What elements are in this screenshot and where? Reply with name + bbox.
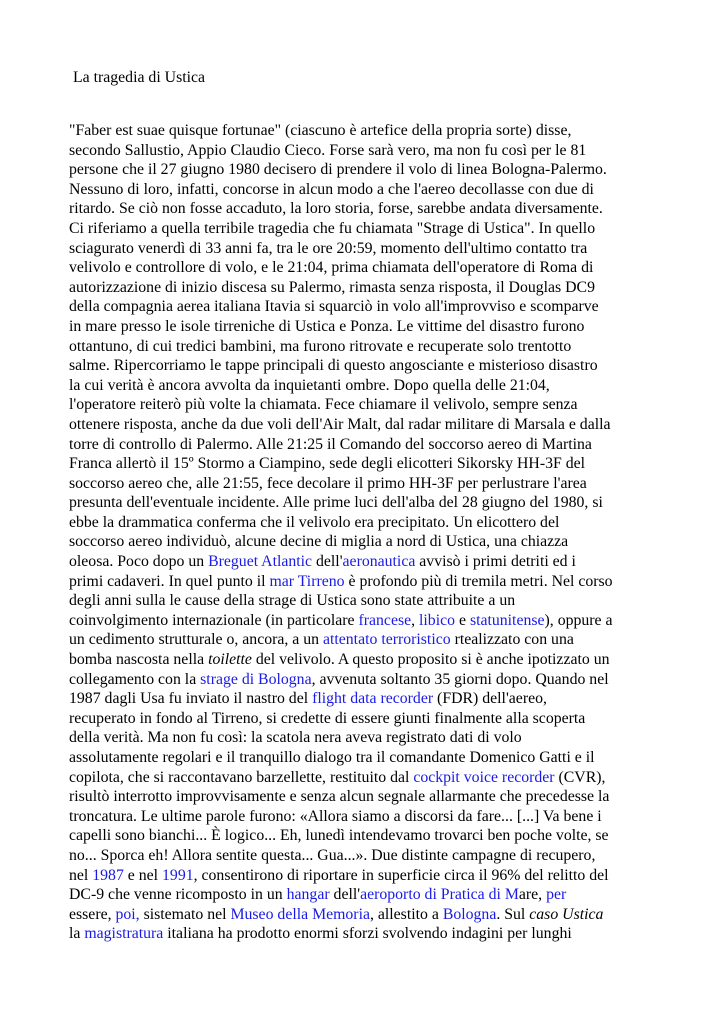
- text-segment: Ci riferiamo a quella terribile tragedia che fu chiamata "Strage di Ustica". In quello: [69, 219, 596, 237]
- hyperlink[interactable]: magistratura: [84, 925, 164, 943]
- text-line: [69, 787, 709, 807]
- text-segment: Franca allertò il 15º Stormo a Ciampino, sede degli elicotteri Sikorsky HH-3F del: [69, 455, 586, 473]
- text-line: [69, 474, 709, 494]
- document-title: La tragedia di Ustica: [73, 69, 206, 86]
- text-segment: autorizzazione di inizio discesa su Palermo, rimasta senza risposta, il Douglas DC9: [69, 278, 595, 296]
- text-segment: ebbe la drammatica conferma che il velivolo era precipitato. Un elicottero del: [69, 513, 560, 531]
- text-segment: salme. Ripercorriamo le tappe principali di questo angosciante e misterioso disastro: [69, 357, 598, 375]
- text-line: [69, 395, 709, 415]
- text-segment: bomba nascosta nella: [69, 651, 209, 669]
- italic-text: toilette: [208, 651, 252, 669]
- text-line: [69, 337, 709, 357]
- text-segment: soccorso aereo che, alle 21:55, fece decolare il primo HH-3F per perlustrare l'area: [69, 474, 587, 492]
- text-line: [69, 532, 709, 552]
- text-line: [69, 826, 709, 846]
- hyperlink[interactable]: statunitense: [469, 611, 545, 629]
- text-segment: della compagnia aerea italiana Itavia si squarciò in volo all'improvviso e scomparve: [69, 298, 599, 316]
- text-segment: , allestito a: [369, 905, 443, 923]
- text-line: [69, 630, 709, 650]
- text-segment: e: [455, 611, 470, 629]
- text-segment: oleosa. Poco dopo un: [69, 553, 209, 571]
- text-segment: ottantuno, di cui tredici bambini, ma furono ritrovate e recuperate solo trentotto: [69, 337, 572, 355]
- hyperlink[interactable]: flight data recorder: [312, 690, 434, 708]
- text-segment: (FDR) dell'aereo,: [433, 690, 547, 708]
- hyperlink[interactable]: mar Tirreno: [269, 572, 345, 590]
- hyperlink[interactable]: strage di Bologna: [200, 670, 312, 688]
- article-body: [69, 121, 709, 944]
- hyperlink[interactable]: poi,: [115, 905, 140, 923]
- text-segment: assolutamente regolari e il tranquillo dialogo tra il comandante Domenico Gatti e il: [69, 749, 595, 766]
- text-line: [69, 278, 709, 298]
- text-segment: (CVR),: [554, 768, 606, 786]
- text-segment: ,: [411, 611, 420, 629]
- text-segment: recuperato in fondo al Tirreno, si credette di essere giunti finalmente alla scoperta: [69, 709, 586, 727]
- italic-text: caso Ustica: [529, 905, 604, 923]
- text-segment: italiana ha prodotto enormi sforzi svolvendo indagini per lunghi: [163, 925, 572, 943]
- text-segment: DC-9 che venne ricomposto in un: [69, 886, 287, 904]
- text-line: [69, 866, 709, 886]
- text-line: [69, 552, 709, 572]
- hyperlink[interactable]: Bologna: [442, 905, 497, 923]
- text-segment: del velivolo. A questo proposito si è anche ipotizzato un: [251, 651, 610, 669]
- text-segment: della verità. Ma non fu così: la scatola nera aveva registrato dati di volo: [69, 729, 522, 747]
- text-segment: no... Sporca eh! Allora sentite questa... Gua...». Due distinte campagne di recupero,: [69, 846, 596, 864]
- text-line: [69, 356, 709, 376]
- text-line: [69, 258, 709, 278]
- text-line: [69, 846, 709, 866]
- text-line: [69, 689, 709, 709]
- text-segment: "Faber est suae quisque fortunae" (ciascuno è artefice della propria sorte) disse,: [69, 122, 572, 139]
- text-segment: in mare presso le isole tirreniche di Ustica e Ponza. Le vittime del disastro furono: [69, 317, 585, 335]
- text-segment: capelli sono bianchi... È logico... Eh, lunedì intendevamo trovarci ben poche volte, se: [69, 827, 609, 845]
- text-segment: ritardo. Se ciò non fosse accaduto, la loro storia, forse, sarebbe andata diversamente.: [69, 200, 603, 218]
- text-line: [69, 239, 709, 259]
- hyperlink[interactable]: Breguet Atlantic: [208, 553, 313, 571]
- hyperlink[interactable]: hangar: [286, 886, 330, 904]
- text-segment: risultò interrotto improvvisamente e senza alcun segnale allarmante che precedesse la: [69, 788, 610, 806]
- text-line: [69, 885, 709, 905]
- text-line: [69, 493, 709, 513]
- text-line: [69, 807, 709, 827]
- text-segment: la: [69, 925, 85, 943]
- hyperlink[interactable]: 1991: [162, 866, 194, 884]
- text-line: [69, 748, 709, 768]
- text-line: [69, 572, 709, 592]
- text-line: [69, 454, 709, 474]
- text-line: [69, 180, 709, 200]
- hyperlink[interactable]: aeroporto di Pratica di M: [360, 886, 519, 904]
- text-segment: copilota, che si raccontavano barzellette, restituito dal: [69, 768, 414, 786]
- text-line: [69, 219, 709, 239]
- text-segment: , avvenuta soltanto 35 giorni dopo. Quando nel: [311, 670, 609, 688]
- text-line: [69, 728, 709, 748]
- hyperlink[interactable]: francese: [358, 611, 412, 629]
- text-line: [69, 199, 709, 219]
- text-line: [69, 141, 709, 161]
- hyperlink[interactable]: cockpit voice recorder: [413, 768, 555, 786]
- text-line: [69, 650, 709, 670]
- text-line: [69, 513, 709, 533]
- text-line: [69, 317, 709, 337]
- text-line: [69, 415, 709, 435]
- text-line: [69, 591, 709, 611]
- text-segment: collegamento con la: [69, 670, 201, 688]
- text-segment: è profondo più di tremila metri. Nel corso: [344, 572, 613, 590]
- text-segment: ), oppure a: [544, 611, 613, 629]
- text-line: [69, 435, 709, 455]
- text-line: [69, 376, 709, 396]
- text-segment: velivolo e controllore di volo, e le 21:04, prima chiamata dell'operatore di Roma di: [69, 259, 594, 277]
- text-segment: sciagurato venerdì di 33 anni fa, tra le ore 20:59, momento dell'ultimo contatto tra: [69, 239, 588, 257]
- text-segment: dell': [312, 553, 343, 571]
- text-line: [69, 924, 709, 944]
- text-segment: troncatura. Le ultime parole furono: «Allora siamo a discorsi da fare... [...] Va bene i: [69, 807, 602, 825]
- text-segment: ottenere risposta, anche da due voli dell'Air Malt, dal radar militare di Marsala e dalla: [69, 415, 611, 433]
- hyperlink[interactable]: libico: [419, 611, 456, 629]
- text-segment: soccorso aereo individuò, alcune decine di miglia a nord di Ustica, una chiazza: [69, 533, 569, 551]
- text-line: [69, 160, 709, 180]
- text-segment: presunta dell'eventuale incidente. Alle prime luci dell'alba del 28 giugno del 1980, si: [69, 494, 603, 512]
- text-line: [69, 121, 709, 141]
- text-segment: un cedimento strutturale o, ancora, a un: [69, 631, 323, 649]
- text-segment: primi cadaveri. In quel punto il: [69, 572, 270, 590]
- hyperlink[interactable]: aeronautica: [342, 553, 416, 571]
- text-segment: secondo Sallustio, Appio Claudio Cieco. Forse sarà vero, ma non fu così per le 81: [69, 141, 587, 159]
- text-line: [69, 670, 709, 690]
- text-segment: torre di controllo di Palermo. Alle 21:25 il Comando del soccorso aereo di Martina: [69, 435, 592, 453]
- text-line: [69, 297, 709, 317]
- text-segment: dell': [329, 886, 361, 904]
- text-segment: coinvolgimento internazionale (in particolare: [69, 611, 359, 629]
- text-line: [69, 905, 709, 925]
- text-segment: la cui verità è ancora avvolta da inquietanti ombre. Dopo quella delle 21:04,: [69, 376, 550, 394]
- text-segment: l'operatore reiterò più volte la chiamata. Fece chiamare il velivolo, sempre senza: [69, 396, 578, 414]
- hyperlink[interactable]: per: [546, 886, 567, 904]
- text-segment: essere,: [69, 905, 116, 923]
- hyperlink[interactable]: Museo della Memoria: [230, 905, 370, 923]
- text-segment: avvisò i primi detriti ed i: [415, 553, 576, 571]
- text-segment: nel: [69, 866, 93, 884]
- text-segment: . Sul: [496, 905, 530, 923]
- text-segment: are,: [518, 886, 547, 904]
- text-line: [69, 709, 709, 729]
- hyperlink[interactable]: 1987: [92, 866, 124, 884]
- text-line: [69, 611, 709, 631]
- text-segment: sistemato nel: [139, 905, 231, 923]
- text-segment: Nessuno di loro, infatti, concorse in alcun modo a che l'aereo decollasse con due di: [69, 180, 594, 198]
- text-segment: rtealizzato con una: [450, 631, 574, 649]
- text-segment: 1987 dagli Usa fu inviato il nastro del: [69, 690, 313, 708]
- text-segment: e nel: [123, 866, 163, 884]
- hyperlink[interactable]: attentato terroristico: [322, 631, 451, 649]
- text-segment: , consentirono di riportare in superficie circa il 96% del relitto del: [193, 866, 609, 884]
- text-line: [69, 768, 709, 788]
- text-segment: degli anni sulla le cause della strage di Ustica sono state attribuite a un: [69, 592, 516, 610]
- text-segment: persone che il 27 giugno 1980 decisero di prendere il volo di linea Bologna-Palermo.: [69, 161, 607, 179]
